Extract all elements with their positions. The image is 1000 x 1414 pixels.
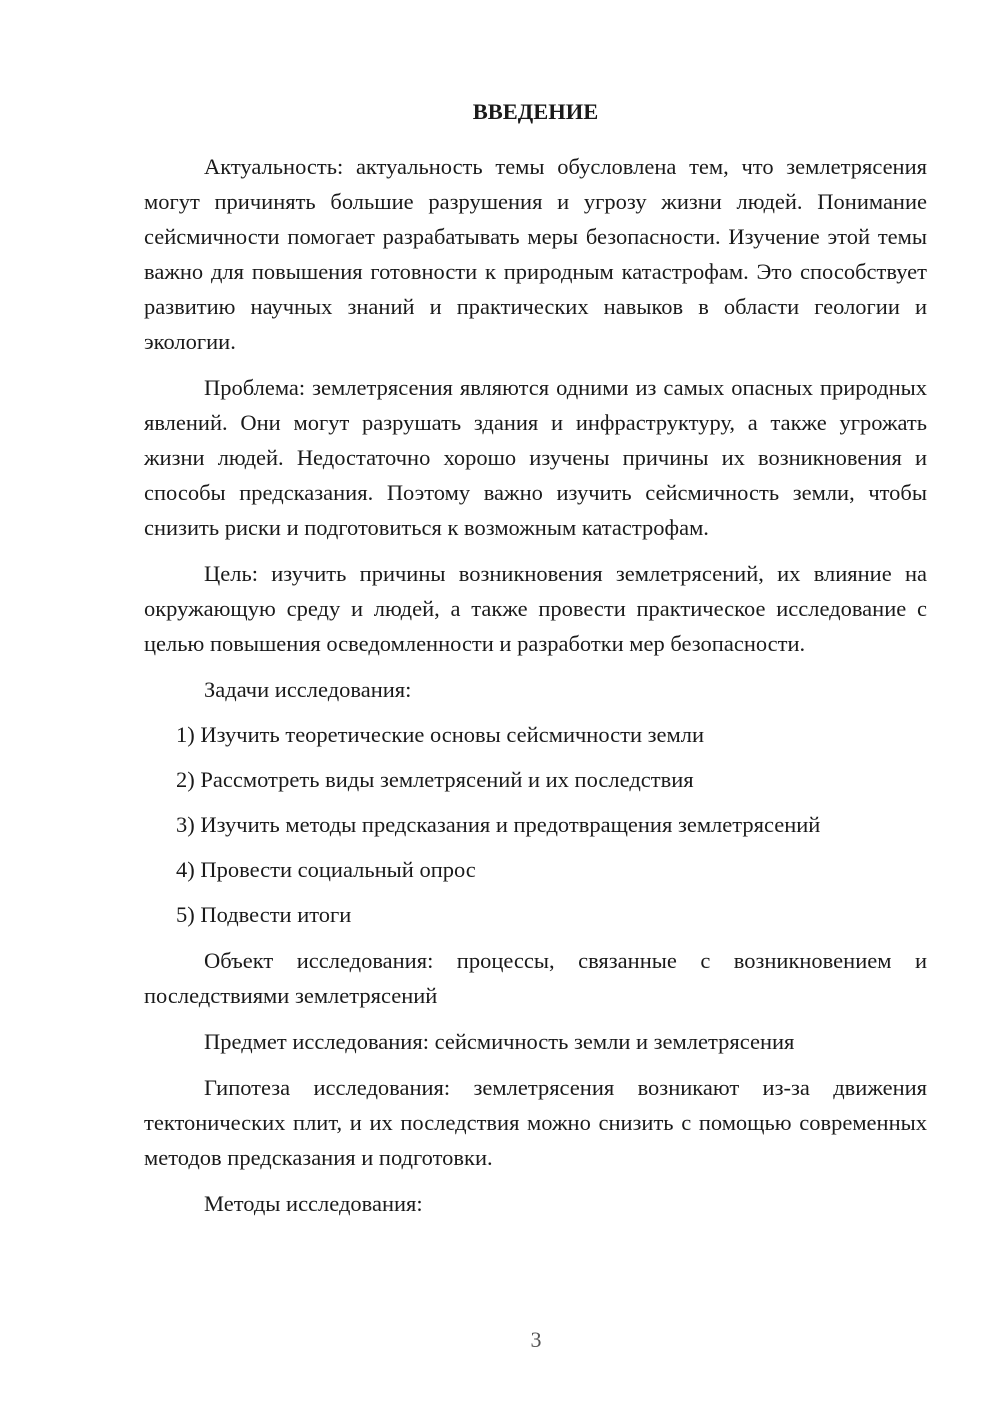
tasks-heading: Задачи исследования: bbox=[204, 677, 412, 702]
list-item: 1) Изучить теоретические основы сейсмичности земли bbox=[176, 722, 705, 747]
paragraph-object: Объект исследования: процессы, связанные с возникновением и последствиями землетрясений bbox=[144, 948, 927, 1008]
paragraph-methods: Методы исследования: bbox=[204, 1191, 423, 1216]
paragraph-subject: Предмет исследования: сейсмичность земли и землетрясения bbox=[204, 1029, 795, 1054]
list-item: 5) Подвести итоги bbox=[176, 902, 352, 927]
paragraph-goal: Цель: изучить причины возникновения землетрясений, их влияние на окружающую среду и людей, а также провести практическое исследование с целью повышения осведомленности и разработки мер безопасности. bbox=[144, 561, 927, 656]
list-item: 4) Провести социальный опрос bbox=[176, 857, 476, 882]
page-number: 3 bbox=[530, 1327, 542, 1352]
list-item: 2) Рассмотреть виды землетрясений и их последствия bbox=[176, 767, 694, 792]
paragraph-relevance: Актуальность: актуальность темы обусловлена тем, что землетрясения могут причинять большие разрушения и угрозу жизни людей. Понимание сейсмичности помогает разрабатывать меры безопасности. Изучение этой темы важно для повышения готовности к природным катастрофам. Это способствует развитию научных знаний и практических навыков в области геологии и экологии. bbox=[144, 154, 927, 354]
document-page bbox=[144, 90, 927, 1221]
page-title: ВВЕДЕНИЕ bbox=[472, 99, 599, 124]
paragraph-hypothesis: Гипотеза исследования: землетрясения возникают из-за движения тектонических плит, и их последствия можно снизить с помощью современных методов предсказания и подготовки. bbox=[144, 1075, 927, 1170]
paragraph-problem: Проблема: землетрясения являются одними из самых опасных природных явлений. Они могут разрушать здания и инфраструктуру, а также угрожать жизни людей. Недостаточно хорошо изучены причины их возникновения и способы предсказания. Поэтому важно изучить сейсмичность земли, чтобы снизить риски и подготовиться к возможным катастрофам. bbox=[144, 375, 927, 540]
list-item: 3) Изучить методы предсказания и предотвращения землетрясений bbox=[176, 812, 821, 837]
tasks-list bbox=[144, 717, 927, 932]
